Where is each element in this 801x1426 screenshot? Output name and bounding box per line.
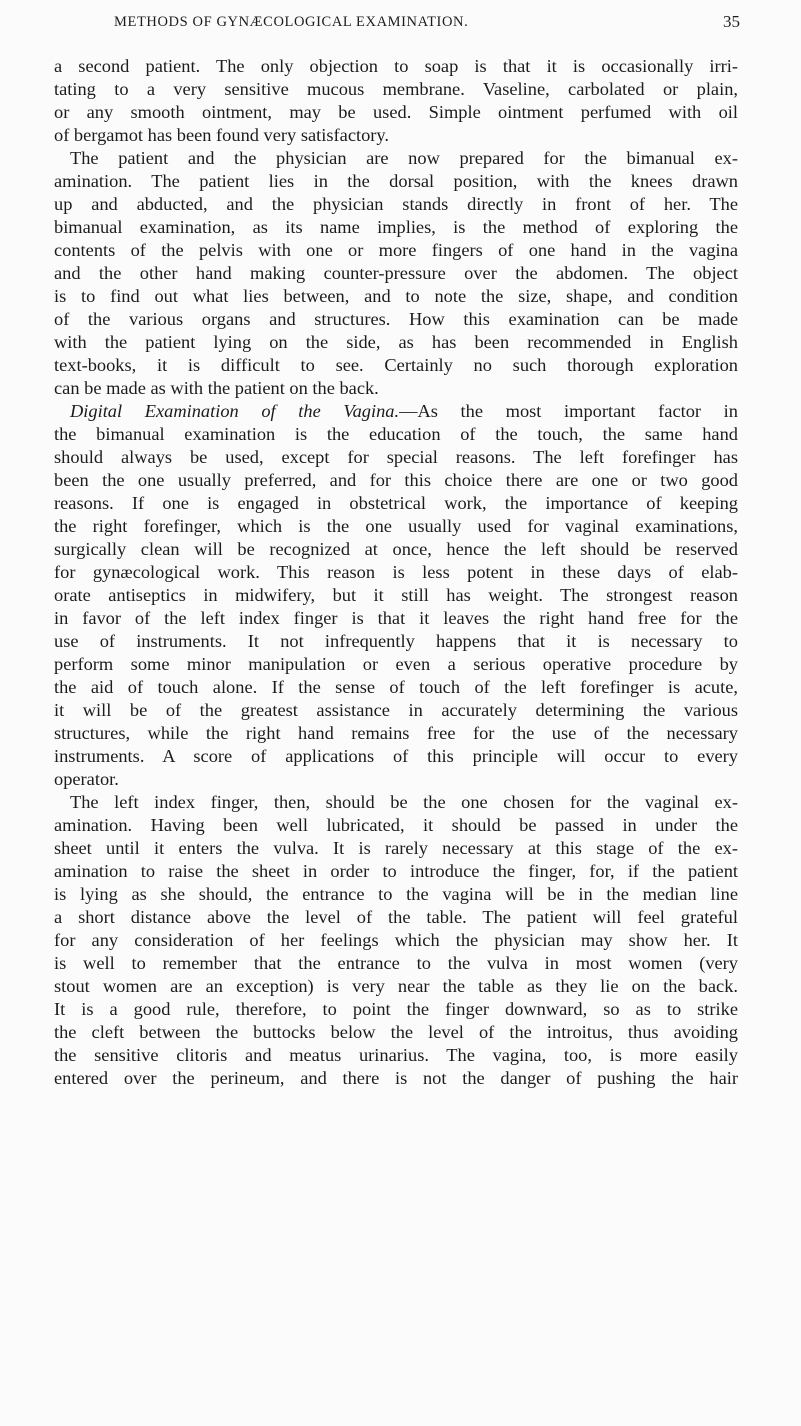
line-text: amination to raise the sheet in order to introduce the finger, for, if the patient [54, 861, 738, 881]
text-line [54, 285, 738, 308]
line-text: The left index finger, then, should be the one chosen for the vaginal ex- [70, 792, 738, 812]
text-line [54, 469, 738, 492]
line-text: surgically clean will be recognized at once, hence the left should be reserved [54, 539, 738, 559]
line-text: should always be used, except for special reasons. The left forefinger has [54, 447, 738, 467]
text-line [54, 78, 738, 101]
text-line [54, 975, 738, 998]
line-text: for gynæcological work. This reason is less potent in these days of elab- [54, 562, 738, 582]
text-line [54, 147, 738, 170]
line-text: is well to remember that the entrance to the vulva in most women (very [54, 953, 738, 973]
line-text: amination. Having been well lubricated, it should be passed in under the [54, 815, 738, 835]
text-line [54, 676, 738, 699]
text-line [54, 998, 738, 1021]
text-line [54, 124, 738, 147]
text-line [54, 193, 738, 216]
text-line [54, 630, 738, 653]
text-line [54, 699, 738, 722]
section-heading: Digital Examination of the Vagina. [70, 401, 400, 421]
line-text: of the various organs and structures. How this examination can be made [54, 309, 738, 329]
line-text: —As the most important factor in [399, 401, 738, 421]
line-text: stout women are an exception) is very near the table as they lie on the back. [54, 976, 738, 996]
running-title: METHODS OF GYNÆCOLOGICAL EXAMINATION. [114, 14, 469, 30]
text-line [54, 308, 738, 331]
text-line [54, 538, 738, 561]
body-text [54, 55, 738, 1090]
text-line [54, 768, 738, 791]
line-text: it will be of the greatest assistance in accurately determining the various [54, 700, 738, 720]
text-line [54, 584, 738, 607]
line-text: sheet until it enters the vulva. It is rarely necessary at this stage of the ex- [54, 838, 738, 858]
text-line [54, 446, 738, 469]
line-text: and the other hand making counter-pressure over the abdomen. The object [54, 263, 738, 283]
text-line [54, 745, 738, 768]
line-text: of bergamot has been found very satisfactory. [54, 125, 390, 145]
running-head [54, 14, 738, 38]
text-line [54, 331, 738, 354]
line-text: bimanual examination, as its name implies, is the method of exploring the [54, 217, 738, 237]
text-line [54, 1021, 738, 1044]
text-line [54, 791, 738, 814]
text-line [54, 607, 738, 630]
text-line [54, 354, 738, 377]
text-line [54, 860, 738, 883]
line-text: reasons. If one is engaged in obstetrical work, the importance of keeping [54, 493, 738, 513]
line-text: use of instruments. It not infrequently happens that it is necessary to [54, 631, 738, 651]
line-text: amination. The patient lies in the dorsal position, with the knees drawn [54, 171, 738, 191]
text-line [54, 216, 738, 239]
text-line [54, 1067, 738, 1090]
line-text: the bimanual examination is the education of the touch, the same hand [54, 424, 738, 444]
line-text: up and abducted, and the physician stands directly in front of her. The [54, 194, 738, 214]
line-text: in favor of the left index finger is that it leaves the right hand free for the [54, 608, 738, 628]
text-line [54, 423, 738, 446]
text-line [54, 561, 738, 584]
line-text: text-books, it is difficult to see. Certainly no such thorough exploration [54, 355, 738, 375]
text-line [54, 722, 738, 745]
text-line [54, 929, 738, 952]
text-line [54, 55, 738, 78]
text-line [54, 814, 738, 837]
line-text: or any smooth ointment, may be used. Simple ointment perfumed with oil [54, 102, 738, 122]
line-text: the sensitive clitoris and meatus urinarius. The vagina, too, is more easily [54, 1045, 738, 1065]
line-text: is lying as she should, the entrance to the vagina will be in the median line [54, 884, 738, 904]
line-text: structures, while the right hand remains free for the use of the necessary [54, 723, 738, 743]
line-text: with the patient lying on the side, as has been recommended in English [54, 332, 738, 352]
line-text: the cleft between the buttocks below the level of the introitus, thus avoiding [54, 1022, 738, 1042]
text-line [54, 515, 738, 538]
line-text: been the one usually preferred, and for this choice there are one or two good [54, 470, 738, 490]
text-line [54, 883, 738, 906]
page-number: 35 [723, 12, 740, 31]
text-line [54, 239, 738, 262]
text-line [54, 653, 738, 676]
line-text: perform some minor manipulation or even a serious operative procedure by [54, 654, 738, 674]
line-text: a short distance above the level of the table. The patient will feel grateful [54, 907, 738, 927]
text-line [54, 101, 738, 124]
line-text: a second patient. The only objection to soap is that it is occasionally irri- [54, 56, 738, 76]
line-text: for any consideration of her feelings which the physician may show her. It [54, 930, 738, 950]
line-text: The patient and the physician are now prepared for the bimanual ex- [70, 148, 738, 168]
text-line [54, 952, 738, 975]
text-line [54, 1044, 738, 1067]
line-text: can be made as with the patient on the back. [54, 378, 379, 398]
text-line [54, 400, 738, 423]
line-text: operator. [54, 769, 119, 789]
line-text: entered over the perineum, and there is not the danger of pushing the hair [54, 1068, 738, 1088]
text-line [54, 906, 738, 929]
text-line [54, 262, 738, 285]
line-text: tating to a very sensitive mucous membrane. Vaseline, carbolated or plain, [54, 79, 738, 99]
line-text: the aid of touch alone. If the sense of touch of the left forefinger is acute, [54, 677, 738, 697]
text-line [54, 492, 738, 515]
line-text: It is a good rule, therefore, to point the finger downward, so as to strike [54, 999, 738, 1019]
text-line [54, 170, 738, 193]
text-line [54, 377, 738, 400]
line-text: the right forefinger, which is the one usually used for vaginal examinations, [54, 516, 738, 536]
line-text: orate antiseptics in midwifery, but it still has weight. The strongest reason [54, 585, 738, 605]
text-line [54, 837, 738, 860]
line-text: instruments. A score of applications of this principle will occur to every [54, 746, 738, 766]
line-text: contents of the pelvis with one or more fingers of one hand in the vagina [54, 240, 738, 260]
line-text: is to find out what lies between, and to note the size, shape, and condition [54, 286, 738, 306]
